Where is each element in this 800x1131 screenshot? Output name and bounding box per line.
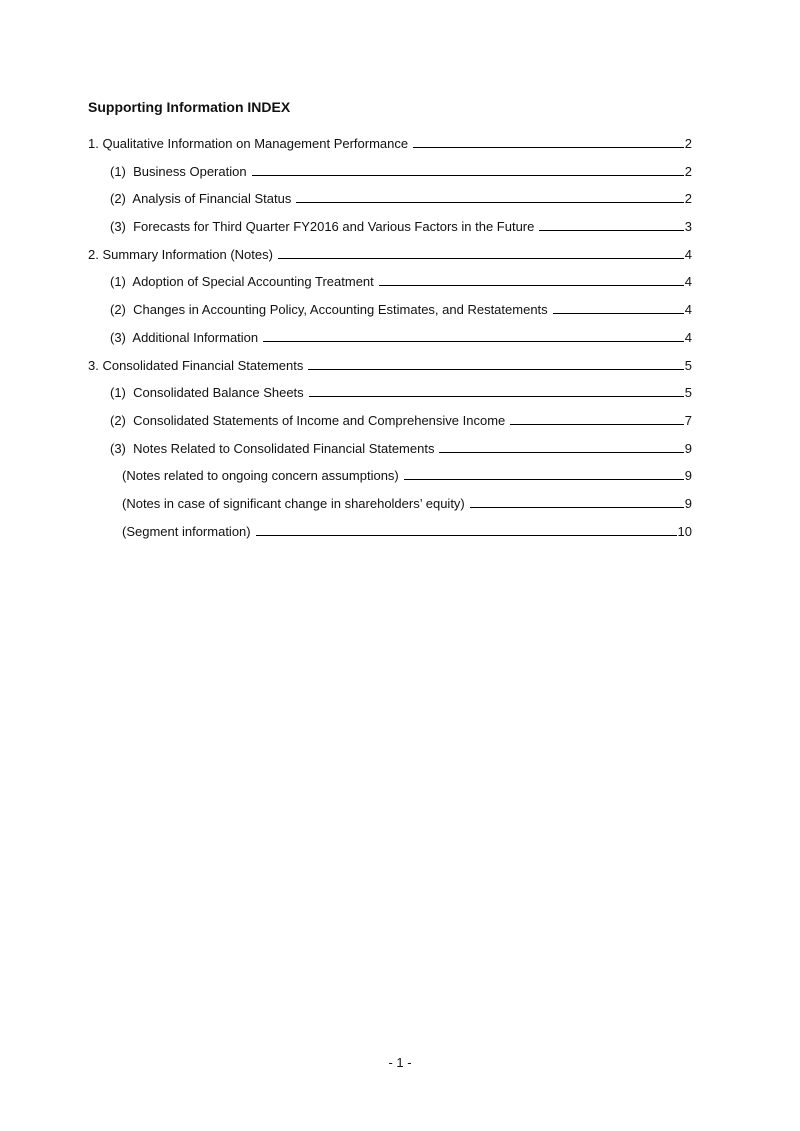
toc-entry-label: (1) Adoption of Special Accounting Treatment (110, 274, 374, 290)
toc-leader-line (308, 369, 683, 370)
toc-entry-label: (Notes in case of significant change in shareholders’ equity) (122, 495, 465, 511)
toc-entry (88, 376, 692, 404)
toc-entry (88, 432, 692, 460)
toc-entry-page: 10 (677, 523, 692, 539)
toc-entry-page: 9 (684, 440, 692, 456)
toc-entry-label: (1) Business Operation (110, 163, 247, 179)
toc-entry-page: 2 (684, 191, 692, 207)
toc-entry-label: (1) Consolidated Balance Sheets (110, 385, 304, 401)
toc-leader-line (553, 313, 684, 314)
page-number-footer: - 1 - (388, 1055, 412, 1070)
toc-leader-line (252, 175, 684, 176)
toc-leader-line (379, 285, 684, 286)
toc-entry-page: 9 (684, 495, 692, 511)
toc-entry-label: (2) Consolidated Statements of Income and Comprehensive Income (110, 412, 506, 428)
toc-entry (88, 487, 692, 515)
toc-entry-page: 2 (684, 136, 692, 151)
page-title: Supporting Information INDEX (88, 99, 291, 115)
toc-leader-line (296, 202, 683, 203)
toc-entry-label: (3) Notes Related to Consolidated Financial Statements (110, 440, 435, 456)
toc-entry (88, 293, 692, 321)
toc-entry-page: 7 (684, 412, 692, 428)
toc-entry-label: (Notes related to ongoing concern assumptions) (122, 468, 399, 484)
toc-entry-label: 2. Summary Information (Notes) (88, 246, 273, 262)
toc-entry (88, 238, 692, 266)
table-of-contents (88, 127, 692, 542)
toc-entry-label: 3. Consolidated Financial Statements (88, 357, 304, 373)
toc-entry-page: 9 (684, 468, 692, 484)
toc-entry-page: 4 (684, 302, 692, 318)
toc-entry-label: (Segment information) (122, 523, 251, 539)
toc-leader-line (404, 479, 684, 480)
toc-leader-line (539, 230, 683, 231)
toc-leader-line (510, 424, 684, 425)
toc-leader-line (309, 396, 684, 397)
toc-entry (88, 349, 692, 377)
toc-entry-page: 4 (684, 274, 692, 290)
toc-entry-page: 2 (684, 163, 692, 179)
toc-entry (88, 321, 692, 349)
toc-entry (88, 210, 692, 238)
toc-entry-page: 5 (684, 357, 692, 373)
toc-entry-label: (3) Forecasts for Third Quarter FY2016 and Various Factors in the Future (110, 219, 535, 235)
toc-leader-line (256, 535, 677, 536)
toc-entry (88, 127, 692, 155)
toc-entry-page: 4 (684, 329, 692, 345)
toc-entry-label: 1. Qualitative Information on Management Performance (88, 136, 409, 151)
toc-entry-label: (2) Analysis of Financial Status (110, 191, 292, 207)
toc-entry-page: 3 (684, 219, 692, 235)
toc-entry-label: (2) Changes in Accounting Policy, Accounting Estimates, and Restatements (110, 302, 548, 318)
toc-entry-page: 5 (684, 385, 692, 401)
toc-leader-line (278, 258, 684, 259)
toc-leader-line (470, 507, 684, 508)
page-content (88, 99, 692, 542)
toc-entry (88, 459, 692, 487)
toc-entry-label: (3) Additional Information (110, 329, 259, 345)
toc-entry (88, 515, 692, 543)
toc-leader-line (439, 452, 683, 453)
toc-leader-line (413, 147, 684, 148)
toc-entry-page: 4 (684, 246, 692, 262)
toc-entry (88, 155, 692, 183)
toc-entry (88, 265, 692, 293)
toc-entry (88, 404, 692, 432)
toc-entry (88, 182, 692, 210)
toc-leader-line (263, 341, 684, 342)
